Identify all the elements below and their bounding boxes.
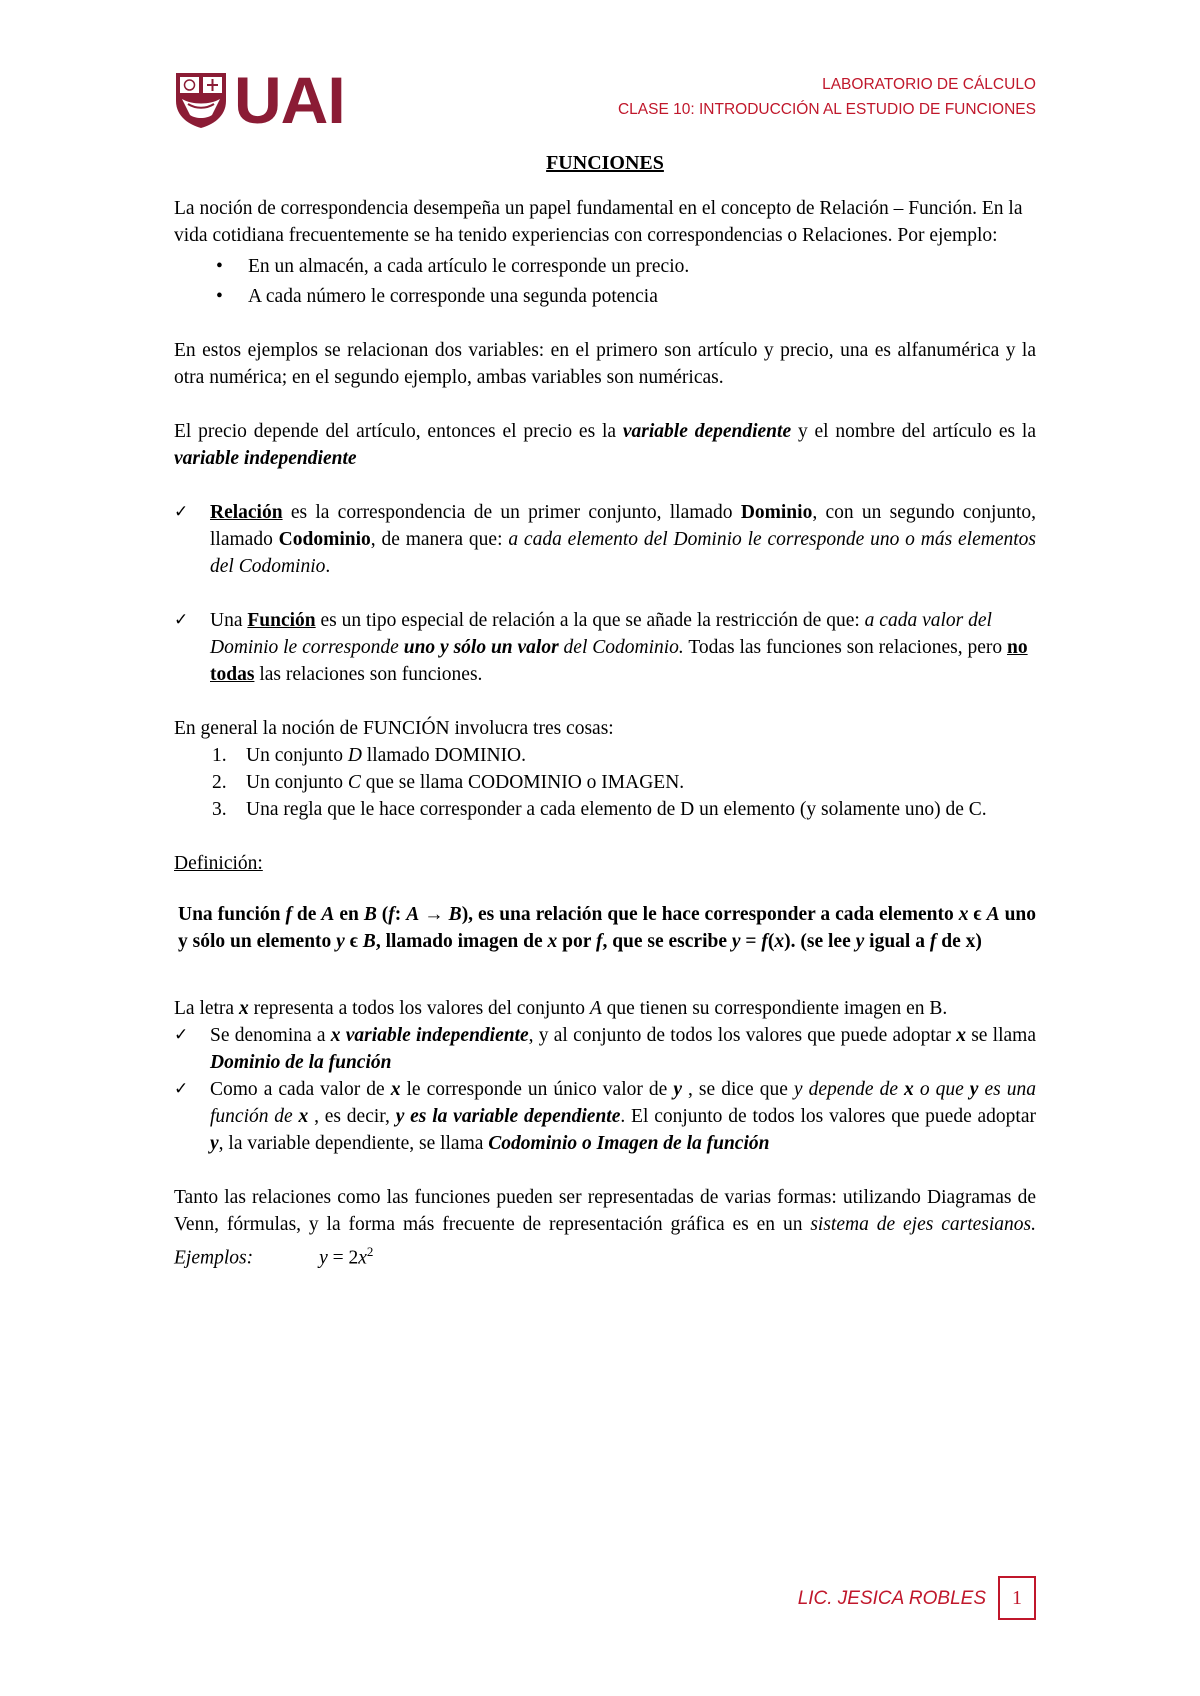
text-run: (: [376, 904, 389, 925]
math-var: x: [547, 931, 558, 952]
text-run: es la variable dependiente: [404, 1106, 621, 1127]
text-run: variable dependiente: [622, 421, 792, 442]
text-run: sistema de ejes cartesianos. Ejemplos:: [174, 1214, 1036, 1269]
definition-text: [174, 901, 1036, 955]
text-run: Codominio o Imagen de la función: [488, 1133, 770, 1154]
math-var: y: [336, 931, 345, 952]
text-run: de x): [936, 931, 982, 952]
math-var: x: [390, 1079, 401, 1100]
math-var: f: [929, 931, 937, 952]
list-number: 3.: [212, 799, 227, 820]
text-run: =: [740, 931, 762, 952]
math-var: B: [448, 904, 462, 925]
text-run: a cada valor del Dominio le corresponde: [210, 610, 992, 658]
text-run: Como a cada valor de: [210, 1079, 391, 1100]
document-header: [618, 72, 1036, 122]
text-run: le corresponde un único valor de: [400, 1079, 674, 1100]
text-run: , con un segundo conjunto, llamado: [210, 502, 1037, 550]
text-run: se llama: [965, 1025, 1036, 1046]
text-run: , que se escribe: [602, 931, 732, 952]
math-var: y: [969, 1079, 979, 1100]
formula-var: x: [358, 1247, 367, 1269]
text-run: ϵ: [344, 931, 363, 952]
text-run: Dominio: [740, 502, 813, 523]
text-run: es una función de: [210, 1079, 1037, 1127]
math-var: x: [904, 1079, 914, 1100]
list-item: [174, 742, 1036, 769]
components-list: [174, 742, 1036, 823]
document-body: [174, 150, 1036, 1272]
text-run: :: [394, 904, 407, 925]
math-var: B: [362, 931, 376, 952]
independent-item: [174, 1022, 1036, 1076]
text-run: La letra: [174, 998, 239, 1019]
logo-text: UAI: [234, 63, 345, 137]
function-item: [174, 607, 1036, 688]
math-var: x: [774, 931, 785, 952]
list-number: 1.: [212, 745, 227, 766]
text-run: , y al conjunto de todos los valores que puede adoptar: [528, 1025, 957, 1046]
shield-icon: [174, 71, 228, 129]
representation-paragraph: [174, 1184, 1036, 1272]
text-run: variable independiente: [174, 448, 357, 469]
list-item: • En un almacén, a cada artículo le corresponde un precio.: [174, 253, 1036, 280]
dependence-paragraph: [174, 418, 1036, 472]
math-var: y: [395, 1106, 405, 1127]
formula-text: = 2: [327, 1247, 359, 1269]
variables-paragraph: En estos ejemplos se relacionan dos variables: en el primero son artículo y precio, una es alfanumérica y la otra numérica; en el segundo ejemplo, ambas variables son numéricas.: [174, 340, 1036, 388]
checkmark-icon: ✓: [174, 1079, 189, 1099]
math-var: f: [285, 904, 292, 925]
text-run: D: [347, 745, 362, 766]
math-var: y: [731, 931, 741, 952]
math-var: f: [388, 904, 395, 925]
text-run: del Codominio.: [558, 637, 684, 658]
text-run: Todas las funciones son relaciones, pero: [683, 637, 1007, 658]
checkmark-icon: ✓: [174, 502, 189, 522]
text-run: (: [767, 931, 775, 952]
text-run: C: [347, 772, 361, 793]
checkmark-icon: ✓: [174, 1025, 189, 1045]
math-var: y: [673, 1079, 682, 1100]
definition-heading: Definición:: [174, 853, 263, 874]
text-run: , de manera que:: [370, 529, 509, 550]
intro-paragraph: La noción de correspondencia desempeña un papel fundamental en el concepto de Relación – Función. En la vida cotidiana frecuentemente se ha tenido experiencias con correspondencias o Relaciones. Por ejemplo:: [174, 198, 1023, 246]
text-run: Función: [247, 610, 316, 631]
text-run: , se dice que: [681, 1079, 794, 1100]
math-var: x: [958, 904, 969, 925]
dependent-item: [174, 1076, 1036, 1157]
math-var: y: [793, 1079, 803, 1100]
text-run: Relación: [210, 502, 283, 523]
text-run: .: [325, 556, 331, 577]
text-run: representa a todos los valores del conjunto: [248, 998, 590, 1019]
text-run: . El conjunto de todos los valores que puede adoptar: [620, 1106, 1037, 1127]
letter-paragraph: [174, 995, 1036, 1022]
math-var: f: [595, 931, 603, 952]
class-title: CLASE 10: INTRODUCCIÓN AL ESTUDIO DE FUNCIONES: [617, 101, 1036, 118]
text-run: El precio depende del artículo, entonces el precio es la: [174, 421, 623, 442]
math-var: y: [855, 931, 865, 952]
page-footer: [798, 1576, 1036, 1620]
list-number: 2.: [212, 772, 227, 793]
text-run: de: [291, 904, 322, 925]
text-run: Tanto las relaciones como las funciones pueden ser representadas de varias formas: utilizando Diagramas de Venn, fórmulas, y la forma más frecuente de representación gráfica es en un: [174, 1187, 1036, 1235]
page-title: FUNCIONES: [546, 152, 664, 174]
text-run: y el nombre del artículo es la: [791, 421, 1036, 442]
math-var: B: [363, 904, 377, 925]
text-run: Dominio de la función: [210, 1052, 392, 1073]
text-run: Una regla que le hace corresponder a cada elemento de D un elemento (y solamente uno) de C.: [246, 799, 987, 820]
text-run: las relaciones son funciones.: [254, 664, 483, 685]
math-var: A: [589, 998, 602, 1019]
list-item: [174, 796, 1036, 823]
math-var: y: [210, 1133, 219, 1154]
text-run: ). (se lee: [784, 931, 856, 952]
text-run: que tienen su correspondiente imagen en B.: [601, 998, 948, 1019]
math-var: x: [330, 1025, 341, 1046]
formula-exponent: 2: [366, 1244, 374, 1259]
math-var: A: [986, 904, 1000, 925]
text-run: ), es una relación que le hace corresponder a cada elemento: [461, 904, 959, 925]
text-run: o que: [913, 1079, 970, 1100]
text-run: llamado DOMINIO.: [361, 745, 527, 766]
text-run: a cada elemento del Dominio le corresponde uno o más elementos del Codominio: [210, 529, 1036, 577]
text-run: , llamado imagen de: [375, 931, 548, 952]
author-name: LIC. JESICA ROBLES: [797, 1587, 986, 1609]
text-run: es un tipo especial de relación a la que se añade la restricción de que:: [315, 610, 865, 631]
math-var: x: [238, 998, 249, 1019]
text-run: uno y sólo un valor: [403, 637, 559, 658]
math-var: f: [761, 931, 768, 952]
text-run: Codominio: [278, 529, 371, 550]
text-run: es la correspondencia de un primer conjunto, llamado: [282, 502, 741, 523]
text-run: que se llama CODOMINIO o IMAGEN.: [360, 772, 685, 793]
checkmark-icon: ✓: [174, 610, 189, 630]
text-run: ϵ: [968, 904, 987, 925]
uai-logo: [174, 63, 345, 137]
list-item: [174, 769, 1036, 796]
text-run: Se denomina a: [210, 1025, 331, 1046]
text-run: variable independiente: [345, 1025, 529, 1046]
math-var: A: [321, 904, 335, 925]
relation-item: [174, 499, 1036, 580]
text-run: Una: [210, 610, 248, 631]
text-run: Una función: [178, 904, 286, 925]
text-run: no todas: [210, 637, 1028, 685]
text-run: en: [334, 904, 364, 925]
text-run: igual a: [864, 931, 930, 952]
general-paragraph: En general la noción de FUNCIÓN involucra tres cosas:: [174, 718, 614, 739]
formula-var: y: [319, 1247, 328, 1269]
text-run: depende de: [802, 1079, 905, 1100]
text-run: Un conjunto: [246, 772, 348, 793]
text-run: Un conjunto: [246, 745, 348, 766]
math-var: x: [956, 1025, 966, 1046]
course-title: LABORATORIO DE CÁLCULO: [822, 76, 1036, 93]
text-run: , la variable dependiente, se llama: [218, 1133, 489, 1154]
text-run: , es decir,: [308, 1106, 396, 1127]
text-run: por: [557, 931, 596, 952]
text-run: →: [419, 904, 449, 925]
examples-list: [174, 253, 1036, 310]
text-run: uno y sólo un elemento: [178, 904, 1037, 952]
list-item: • A cada número le corresponde una segunda potencia: [174, 283, 1036, 310]
math-var: A: [406, 904, 420, 925]
math-var: x: [298, 1106, 309, 1127]
page-number: 1: [998, 1576, 1036, 1620]
